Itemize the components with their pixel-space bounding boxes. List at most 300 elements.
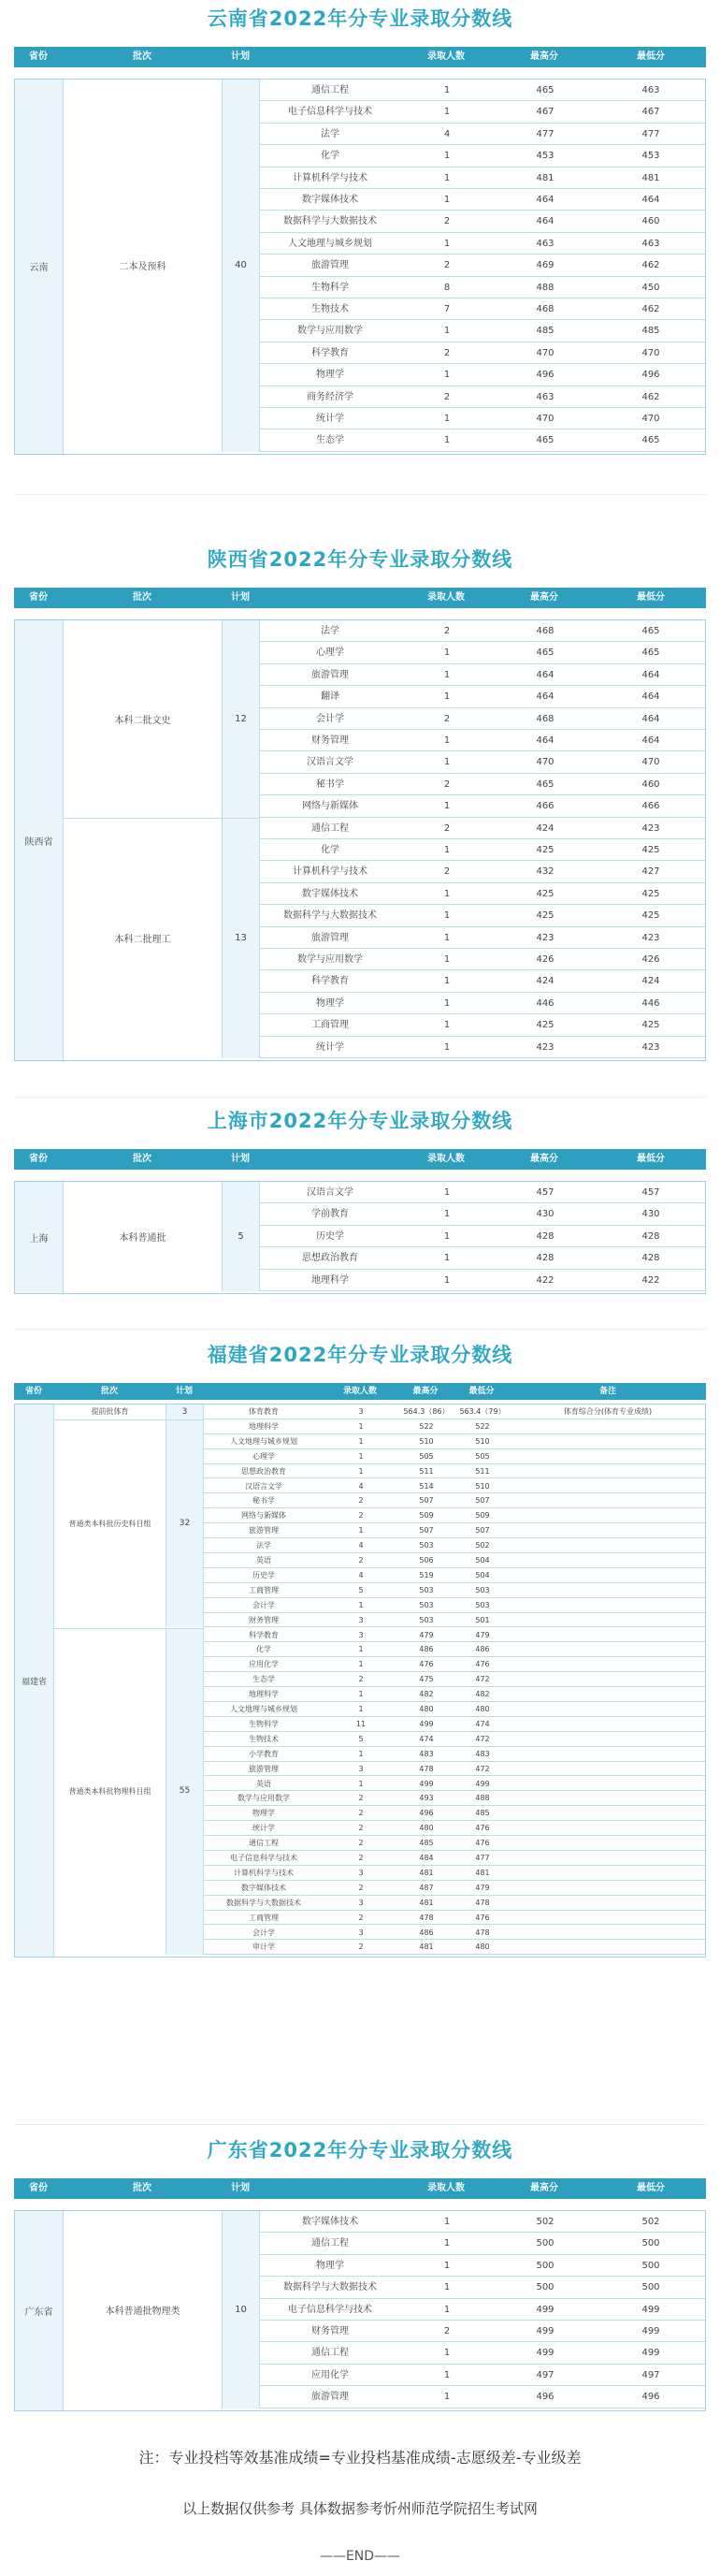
- major-cell: 数据科学与大数据技术: [283, 216, 377, 227]
- header-cell: 省份: [29, 2183, 48, 2193]
- admitted-cell: 1: [443, 669, 451, 680]
- batch-cell: 普通类本科批历史科目组: [54, 1419, 166, 1628]
- major-cell: 财务管理: [311, 735, 349, 746]
- min-score-cell: 480: [475, 1705, 490, 1713]
- admitted-cell: 1: [358, 1421, 364, 1431]
- max-score-cell: 479: [419, 1630, 434, 1639]
- section-title: 陕西省2022年分专业录取分数线: [207, 548, 513, 571]
- max-score-cell: 502: [536, 2217, 554, 2227]
- min-score-cell: 502: [475, 1541, 490, 1550]
- table-row: [260, 2277, 705, 2298]
- major-cell: 会计学: [252, 1600, 275, 1609]
- table-row: [260, 730, 705, 751]
- max-score-cell: 480: [419, 1824, 434, 1833]
- major-cell: 会计学: [316, 713, 344, 724]
- header-cell: 最低分: [637, 51, 665, 62]
- max-score-cell: 509: [419, 1511, 434, 1521]
- header-cell: 批次: [133, 51, 151, 62]
- header-cell: 最低分: [637, 1154, 665, 1164]
- table-body: [14, 1181, 706, 1294]
- admitted-cell: 1: [443, 2217, 451, 2227]
- major-cell: 英语: [256, 1779, 271, 1788]
- max-score-cell: 428: [536, 1253, 554, 1264]
- major-cell: 汉语言文学: [245, 1481, 282, 1491]
- max-score-cell: 478: [419, 1913, 434, 1922]
- major-cell: 生物科学: [249, 1719, 279, 1728]
- table-row: [204, 1881, 705, 1896]
- max-score-cell: 481: [419, 1898, 434, 1907]
- admitted-cell: 2: [358, 1809, 364, 1818]
- major-cell: 生物科学: [311, 282, 349, 293]
- major-cell: 统计学: [316, 1041, 344, 1053]
- section-title: 福建省2022年分专业录取分数线: [207, 1344, 513, 1366]
- table-row: [260, 620, 705, 642]
- major-cell: 财务管理: [249, 1615, 279, 1624]
- header-cell: 计划: [231, 1154, 250, 1164]
- table-row: [260, 342, 705, 364]
- min-score-cell: 428: [641, 1230, 660, 1242]
- table-row: [204, 1940, 705, 1955]
- major-cell: 翻译: [321, 691, 339, 703]
- max-score-cell: 481: [536, 172, 554, 183]
- admitted-cell: 1: [443, 370, 451, 381]
- max-score-cell: 493: [419, 1794, 434, 1803]
- major-cell: 心理学: [252, 1451, 275, 1461]
- table-row: [260, 1014, 705, 1036]
- major-cell: 数据科学与大数据技术: [283, 2282, 377, 2293]
- table-row: [260, 1226, 705, 1247]
- batch-cell: 提前批体育: [54, 1404, 166, 1419]
- table-body: [14, 79, 706, 455]
- max-score-cell: 499: [536, 2348, 554, 2359]
- admitted-cell: 2: [443, 822, 451, 834]
- formula-note: 注：专业投档等效基准成绩=专业投档基准成绩-志愿级差-专业级差: [138, 2449, 582, 2467]
- admitted-cell: 1: [443, 1274, 451, 1286]
- min-score-cell: 464: [641, 691, 660, 703]
- table-row: [260, 364, 705, 386]
- major-cell: 学前教育: [311, 1209, 349, 1220]
- max-score-cell: 470: [536, 757, 554, 768]
- table-header: [14, 47, 706, 67]
- min-score-cell: 446: [641, 997, 660, 1009]
- table-row: [260, 708, 705, 730]
- max-score-cell: 465: [536, 435, 554, 446]
- table-row: [260, 211, 705, 232]
- major-cell: 电子信息科学与技术: [288, 2304, 372, 2315]
- admitted-cell: 1: [443, 2238, 451, 2249]
- table-row: [260, 795, 705, 817]
- min-score-cell: 472: [475, 1764, 490, 1773]
- max-score-cell: 464: [536, 669, 554, 680]
- major-cell: 体育教育: [249, 1407, 279, 1416]
- header-cell: 省份: [29, 1154, 48, 1164]
- table-row: [260, 189, 705, 211]
- min-score-cell: 507: [475, 1526, 490, 1535]
- table-row: [204, 1583, 705, 1598]
- major-cell: 生态学: [252, 1675, 275, 1684]
- major-cell: 旅游管理: [311, 669, 349, 680]
- max-score-cell: 503: [419, 1541, 434, 1550]
- table-row: [204, 1836, 705, 1851]
- max-score-cell: 465: [536, 648, 554, 659]
- major-cell: 工商管理: [249, 1913, 279, 1922]
- major-cell: 旅游管理: [311, 2392, 349, 2403]
- min-score-cell: 465: [641, 435, 660, 446]
- admitted-cell: 1: [443, 1230, 451, 1242]
- remark-cell: 体育综合分(体育专业成绩): [563, 1407, 653, 1416]
- max-score-cell: 476: [419, 1660, 434, 1669]
- admitted-cell: 1: [443, 757, 451, 768]
- major-cell: 化学: [321, 151, 339, 162]
- major-cell: 电子信息科学与技术: [288, 107, 372, 118]
- max-score-cell: 457: [536, 1187, 554, 1198]
- table-row: [260, 2211, 705, 2233]
- max-score-cell: 465: [536, 85, 554, 95]
- max-score-cell: 500: [536, 2282, 554, 2293]
- admitted-cell: 1: [443, 954, 451, 965]
- max-score-cell: 464: [536, 735, 554, 746]
- min-score-cell: 423: [641, 1041, 660, 1053]
- admitted-cell: 1: [443, 414, 451, 424]
- table-header: [14, 2178, 706, 2199]
- header-cell: 省份: [29, 51, 48, 62]
- major-cell: 网络与新媒体: [241, 1511, 286, 1521]
- admitted-cell: 8: [443, 282, 451, 293]
- major-cell: 英语: [256, 1556, 271, 1565]
- admitted-cell: 1: [443, 85, 451, 95]
- admitted-cell: 1: [443, 2304, 451, 2315]
- plan-cell: 3: [166, 1404, 204, 1419]
- min-score-cell: 450: [641, 282, 660, 293]
- header-cell: 批次: [133, 592, 151, 603]
- table-row: [260, 233, 705, 255]
- admitted-cell: 1: [443, 997, 451, 1009]
- group-divider: [54, 1628, 204, 1629]
- major-cell: 审计学: [252, 1943, 275, 1952]
- admitted-cell: 3: [358, 1630, 364, 1639]
- max-score-cell: 425: [536, 888, 554, 899]
- header-cell: 最高分: [530, 2183, 558, 2193]
- admitted-cell: 5: [358, 1585, 364, 1594]
- max-score-cell: 500: [536, 2260, 554, 2271]
- header-cell: 录取人数: [427, 2183, 465, 2193]
- max-score-cell: 467: [536, 107, 554, 118]
- major-cell: 会计学: [252, 1928, 275, 1937]
- max-score-cell: 422: [536, 1274, 554, 1286]
- min-score-cell: 425: [641, 845, 660, 855]
- min-score-cell: 470: [641, 757, 660, 768]
- header-cell: 批次: [133, 1154, 151, 1164]
- min-score-cell: 479: [475, 1883, 490, 1892]
- min-score-cell: 504: [475, 1556, 490, 1565]
- max-score-cell: 464: [536, 216, 554, 227]
- province-cell: 陕西省: [15, 620, 64, 1060]
- header-cell: 批次: [100, 1387, 118, 1396]
- max-score-cell: 507: [419, 1496, 434, 1506]
- major-cell: 计算机科学与技术: [293, 172, 367, 183]
- admitted-cell: 1: [443, 435, 451, 446]
- admitted-cell: 2: [443, 216, 451, 227]
- max-score-cell: 477: [536, 128, 554, 139]
- admitted-cell: 1: [358, 1451, 364, 1461]
- major-cell: 财务管理: [311, 2326, 349, 2336]
- major-cell: 工商管理: [311, 1020, 349, 1031]
- major-cell: 生物技术: [311, 304, 349, 314]
- admitted-cell: 1: [443, 2282, 451, 2293]
- min-score-cell: 474: [475, 1719, 490, 1728]
- header-cell: 最低分: [468, 1387, 495, 1396]
- admitted-cell: 2: [358, 1794, 364, 1803]
- admitted-cell: 2: [443, 260, 451, 271]
- max-score-cell: 424: [536, 976, 554, 987]
- max-score-cell: 484: [419, 1854, 434, 1862]
- max-score-cell: 487: [419, 1883, 434, 1892]
- province-cell: 广东省: [15, 2211, 64, 2410]
- table-row: [260, 124, 705, 145]
- table-row: [204, 1762, 705, 1777]
- table-row: [204, 1687, 705, 1702]
- admitted-cell: 2: [358, 1839, 364, 1848]
- table-row: [204, 1464, 705, 1479]
- admitted-cell: 2: [443, 713, 451, 724]
- major-cell: 秘书学: [316, 779, 344, 790]
- major-cell: 思想政治教育: [241, 1466, 286, 1476]
- admitted-cell: 2: [443, 391, 451, 402]
- end-mark: ——END——: [319, 2549, 401, 2564]
- table-row: [260, 970, 705, 992]
- plan-cell: 55: [166, 1628, 204, 1956]
- table-row: [260, 101, 705, 123]
- table-row: [260, 861, 705, 882]
- major-cell: 化学: [321, 845, 339, 855]
- admitted-cell: 5: [358, 1734, 364, 1743]
- max-score-cell: 468: [536, 304, 554, 314]
- max-score-cell: 483: [419, 1749, 434, 1758]
- header-cell: 省份: [29, 592, 48, 603]
- max-score-cell: 424: [536, 822, 554, 834]
- min-score-cell: 502: [641, 2217, 660, 2227]
- admitted-cell: 2: [443, 779, 451, 790]
- min-score-cell: 428: [641, 1253, 660, 1264]
- province-cell: 上海: [15, 1182, 64, 1293]
- max-score-cell: 522: [419, 1421, 434, 1431]
- major-cell: 数据科学与大数据技术: [283, 910, 377, 922]
- max-score-cell: 474: [419, 1734, 434, 1743]
- max-score-cell: 481: [419, 1868, 434, 1877]
- admitted-cell: 1: [443, 648, 451, 659]
- min-score-cell: 478: [475, 1898, 490, 1907]
- min-score-cell: 482: [475, 1690, 490, 1699]
- min-score-cell: 464: [641, 669, 660, 680]
- plan-cell: 13: [223, 818, 260, 1058]
- max-score-cell: 503: [419, 1615, 434, 1624]
- max-score-cell: 505: [419, 1451, 434, 1461]
- major-cell: 人文地理与城乡规划: [288, 238, 372, 249]
- max-score-cell: 468: [536, 713, 554, 724]
- table-row: [260, 1037, 705, 1058]
- table-row: [204, 1821, 705, 1836]
- max-score-cell: 503: [419, 1600, 434, 1609]
- admitted-cell: 1: [443, 2348, 451, 2359]
- max-score-cell: 423: [536, 1041, 554, 1053]
- min-score-cell: 425: [641, 910, 660, 922]
- min-score-cell: 472: [475, 1675, 490, 1684]
- max-score-cell: 453: [536, 151, 554, 162]
- min-score-cell: 425: [641, 888, 660, 899]
- max-score-cell: 470: [536, 347, 554, 358]
- max-score-cell: 446: [536, 997, 554, 1009]
- min-score-cell: 509: [475, 1511, 490, 1521]
- table-row: [260, 949, 705, 970]
- min-score-cell: 510: [475, 1436, 490, 1446]
- admitted-cell: 1: [443, 735, 451, 746]
- min-score-cell: 457: [641, 1187, 660, 1198]
- admitted-cell: 2: [358, 1883, 364, 1892]
- min-score-cell: 499: [641, 2348, 660, 2359]
- table-row: [204, 1479, 705, 1494]
- min-score-cell: 496: [641, 2392, 660, 2403]
- header-cell: 最低分: [637, 2183, 665, 2193]
- table-row: [260, 2386, 705, 2408]
- section-divider: [14, 1097, 706, 1098]
- major-cell: 数字媒体技术: [302, 2217, 358, 2227]
- plan-cell: 32: [166, 1419, 204, 1628]
- min-score-cell: 467: [641, 107, 660, 118]
- min-score-cell: 476: [475, 1839, 490, 1848]
- max-score-cell: 500: [536, 2238, 554, 2249]
- header-cell: 备注: [598, 1387, 616, 1396]
- admitted-cell: 1: [443, 1020, 451, 1031]
- batch-cell: 普通类本科批物理科目组: [54, 1628, 166, 1956]
- table-header: [14, 588, 706, 608]
- admitted-cell: 1: [443, 151, 451, 162]
- table-header: [14, 1383, 706, 1400]
- min-score-cell: 465: [641, 648, 660, 659]
- admitted-cell: 1: [443, 845, 451, 855]
- table-row: [260, 686, 705, 707]
- admitted-cell: 2: [358, 1854, 364, 1862]
- admitted-cell: 1: [358, 1690, 364, 1699]
- admitted-cell: 1: [358, 1526, 364, 1535]
- min-score-cell: 425: [641, 1020, 660, 1031]
- max-score-cell: 485: [536, 326, 554, 337]
- header-cell: 录取人数: [427, 592, 465, 603]
- major-cell: 数字媒体技术: [302, 195, 358, 205]
- table-row: [260, 839, 705, 861]
- admitted-cell: 2: [358, 1824, 364, 1833]
- min-score-cell: 427: [641, 866, 660, 878]
- major-cell: 化学: [256, 1645, 271, 1654]
- admitted-cell: 1: [443, 326, 451, 337]
- admitted-cell: 1: [443, 2369, 451, 2380]
- admitted-cell: 7: [443, 304, 451, 314]
- admitted-cell: 1: [358, 1749, 364, 1758]
- major-cell: 商务经济学: [307, 391, 353, 402]
- major-cell: 旅游管理: [311, 260, 349, 271]
- admitted-cell: 1: [358, 1779, 364, 1788]
- major-cell: 地理科学: [249, 1690, 279, 1699]
- batch-cell: 本科普通批物理类: [64, 2211, 223, 2409]
- plan-cell: 12: [223, 620, 260, 818]
- min-score-cell: 423: [641, 822, 660, 834]
- table-row: [204, 1732, 705, 1747]
- admitted-cell: 2: [358, 1913, 364, 1922]
- major-cell: 网络与新媒体: [302, 801, 358, 812]
- major-cell: 地理科学: [311, 1274, 349, 1286]
- max-score-cell: 428: [536, 1230, 554, 1242]
- min-score-cell: 465: [641, 626, 660, 636]
- table-row: [260, 2233, 705, 2254]
- min-score-cell: 496: [641, 370, 660, 381]
- table-row: [260, 1182, 705, 1203]
- table-row: [204, 1493, 705, 1508]
- major-cell: 数学与应用数学: [297, 326, 363, 337]
- admitted-cell: 1: [443, 976, 451, 987]
- table-row: [260, 167, 705, 189]
- min-score-cell: 472: [475, 1734, 490, 1743]
- admitted-cell: 1: [358, 1645, 364, 1654]
- admitted-cell: 1: [443, 888, 451, 899]
- min-score-cell: 507: [475, 1496, 490, 1506]
- major-cell: 数字媒体技术: [302, 888, 358, 899]
- max-score-cell: 481: [419, 1943, 434, 1952]
- min-score-cell: 477: [475, 1854, 490, 1862]
- table-row: [260, 883, 705, 905]
- admitted-cell: 1: [443, 1041, 451, 1053]
- max-score-cell: 464: [536, 195, 554, 205]
- min-score-cell: 426: [641, 954, 660, 965]
- table-row: [204, 1911, 705, 1926]
- max-score-cell: 423: [536, 932, 554, 943]
- admitted-cell: 1: [443, 910, 451, 922]
- min-score-cell: 486: [475, 1645, 490, 1654]
- batch-cell: 本科二批文史: [64, 620, 223, 818]
- min-score-cell: 470: [641, 347, 660, 358]
- major-cell: 法学: [321, 128, 339, 139]
- group-divider: [54, 1419, 204, 1420]
- major-cell: 法学: [321, 626, 339, 636]
- max-score-cell: 488: [536, 282, 554, 293]
- min-score-cell: 485: [475, 1809, 490, 1818]
- min-score-cell: 476: [475, 1913, 490, 1922]
- min-score-cell: 422: [641, 1274, 660, 1286]
- max-score-cell: 564.3（86）: [403, 1407, 450, 1416]
- major-cell: 生物技术: [249, 1734, 279, 1743]
- major-cell: 法学: [256, 1541, 271, 1550]
- major-cell: 通信工程: [311, 2238, 349, 2249]
- batch-cell: 二本及预科: [64, 80, 223, 452]
- admitted-cell: 2: [358, 1675, 364, 1684]
- admitted-cell: 1: [443, 801, 451, 812]
- max-score-cell: 466: [536, 801, 554, 812]
- min-score-cell: 423: [641, 932, 660, 943]
- max-score-cell: 485: [419, 1839, 434, 1848]
- max-score-cell: 425: [536, 1020, 554, 1031]
- table-row: [204, 1553, 705, 1568]
- max-score-cell: 499: [536, 2304, 554, 2315]
- major-cell: 数字媒体技术: [241, 1883, 286, 1892]
- admitted-cell: 1: [358, 1660, 364, 1669]
- min-score-cell: 499: [641, 2304, 660, 2315]
- header-cell: 批次: [133, 2183, 151, 2193]
- admitted-cell: 3: [358, 1407, 364, 1416]
- batch-cell: 本科普通批: [64, 1182, 223, 1291]
- table-row: [204, 1851, 705, 1866]
- admitted-cell: 2: [443, 866, 451, 878]
- header-cell: 录取人数: [342, 1387, 377, 1396]
- major-cell: 统计学: [316, 414, 344, 424]
- min-score-cell: 479: [475, 1630, 490, 1639]
